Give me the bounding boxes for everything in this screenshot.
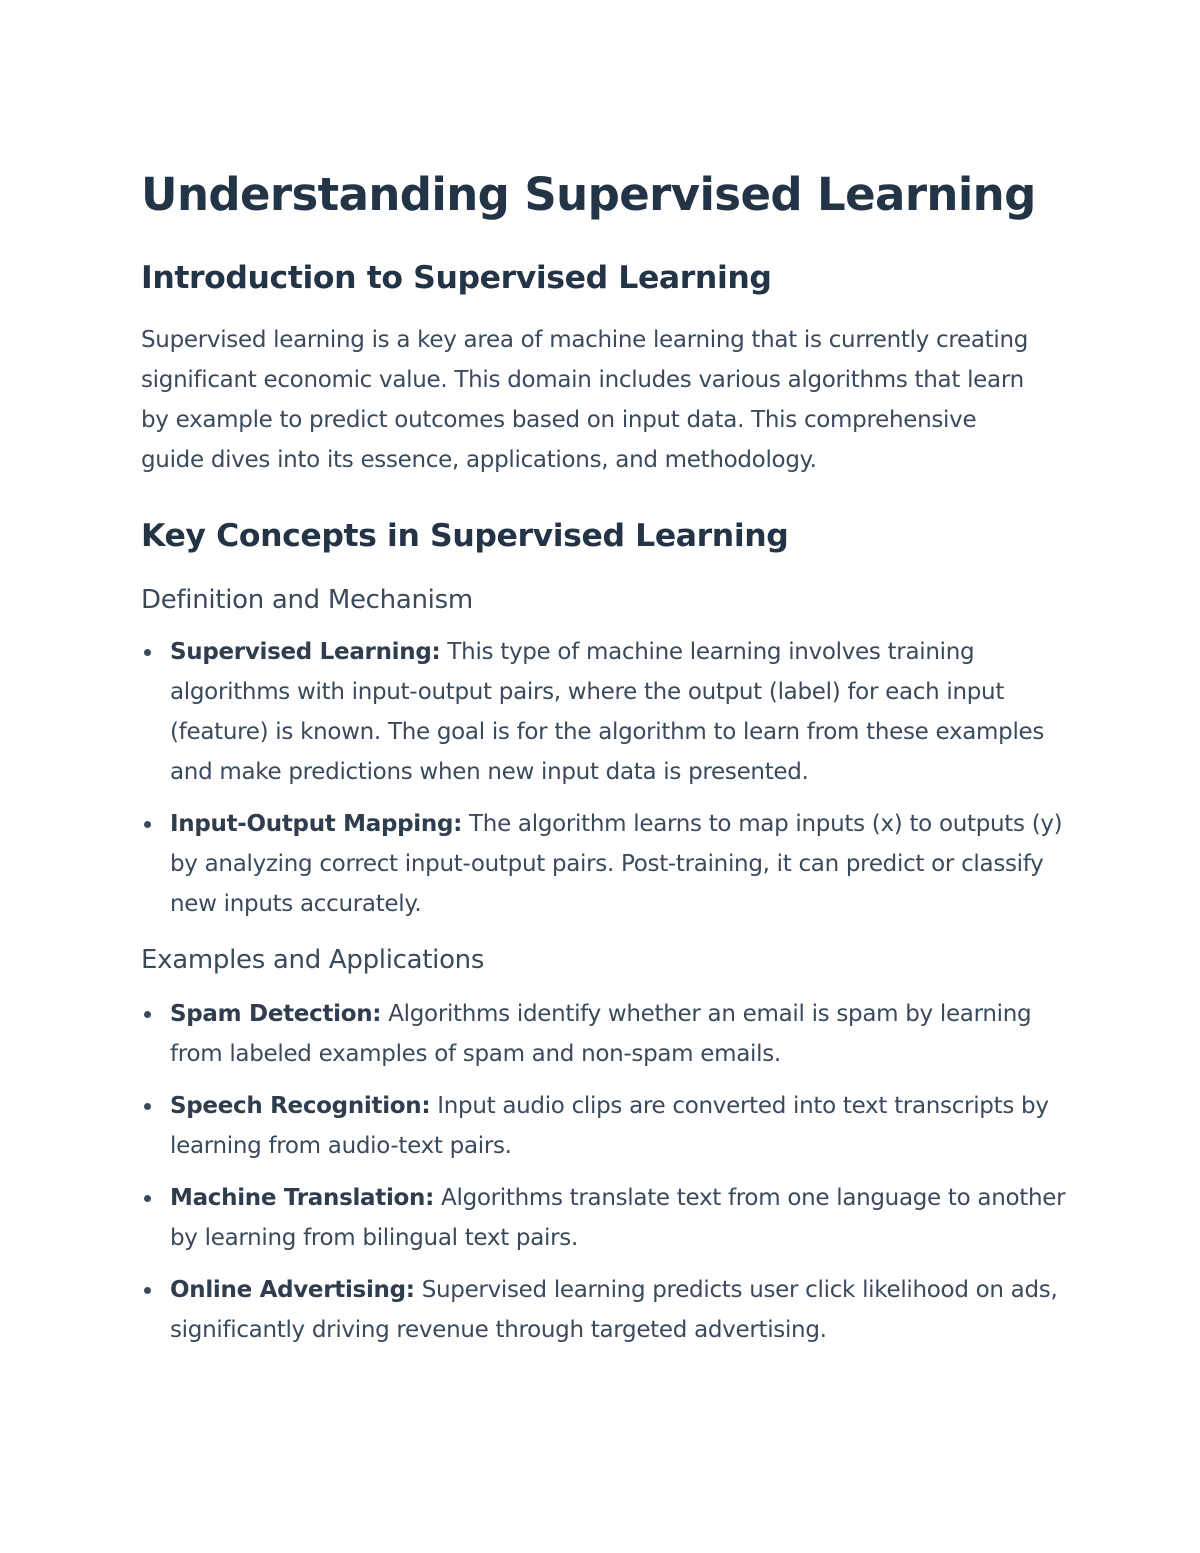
key-concepts-heading: Key Concepts in Supervised Learning xyxy=(141,518,789,554)
page-title: Understanding Supervised Learning xyxy=(141,168,1036,221)
list-item xyxy=(141,632,1071,792)
bullet-icon xyxy=(144,1195,151,1202)
examples-subheading: Examples and Applications xyxy=(141,945,485,975)
item-term: Supervised Learning: xyxy=(170,639,441,665)
item-term: Input-Output Mapping: xyxy=(170,811,463,837)
item-text: The algorithm learns to map inputs (x) to outputs (y) by analyzing correct input-output pairs. Post-training, it can predict or classify new inputs accurately. xyxy=(170,811,1063,917)
item-term: Machine Translation: xyxy=(170,1185,435,1211)
item-text: Input audio clips are converted into text transcripts by learning from audio-text pairs. xyxy=(170,1093,1049,1159)
document-page xyxy=(141,162,1071,1362)
item-text: Algorithms translate text from one language to another by learning from bilingual text pairs. xyxy=(170,1185,1066,1251)
item-term: Speech Recognition: xyxy=(170,1093,431,1119)
bullet-icon xyxy=(144,1103,151,1110)
list-item xyxy=(141,1178,1071,1258)
item-text: This type of machine learning involves training algorithms with input-output pairs, where the output (label) for each input (feature) is known. The goal is for the algorithm to learn from these examples and make predictions when new input data is presented. xyxy=(170,639,1045,785)
intro-paragraph: Supervised learning is a key area of machine learning that is currently creating significant economic value. This domain includes various algorithms that learn by example to predict outcomes based on input data. This comprehensive guide dives into its essence, applications, and methodology. xyxy=(141,327,1029,473)
list-item xyxy=(141,804,1071,924)
intro-heading: Introduction to Supervised Learning xyxy=(141,260,772,296)
list-item xyxy=(141,994,1071,1074)
definition-subheading: Definition and Mechanism xyxy=(141,585,473,615)
item-term: Online Advertising: xyxy=(170,1277,415,1303)
bullet-icon xyxy=(144,821,151,828)
bullet-icon xyxy=(144,1011,151,1018)
list-item xyxy=(141,1270,1071,1350)
definition-list xyxy=(141,632,1071,924)
item-text: Algorithms identify whether an email is spam by learning from labeled examples of spam and non-spam emails. xyxy=(170,1001,1032,1067)
list-item xyxy=(141,1086,1071,1166)
item-text: Supervised learning predicts user click likelihood on ads, significantly driving revenue through targeted advertising. xyxy=(170,1277,1058,1343)
examples-list xyxy=(141,994,1071,1350)
bullet-icon xyxy=(144,649,151,656)
item-term: Spam Detection: xyxy=(170,1001,382,1027)
bullet-icon xyxy=(144,1287,151,1294)
